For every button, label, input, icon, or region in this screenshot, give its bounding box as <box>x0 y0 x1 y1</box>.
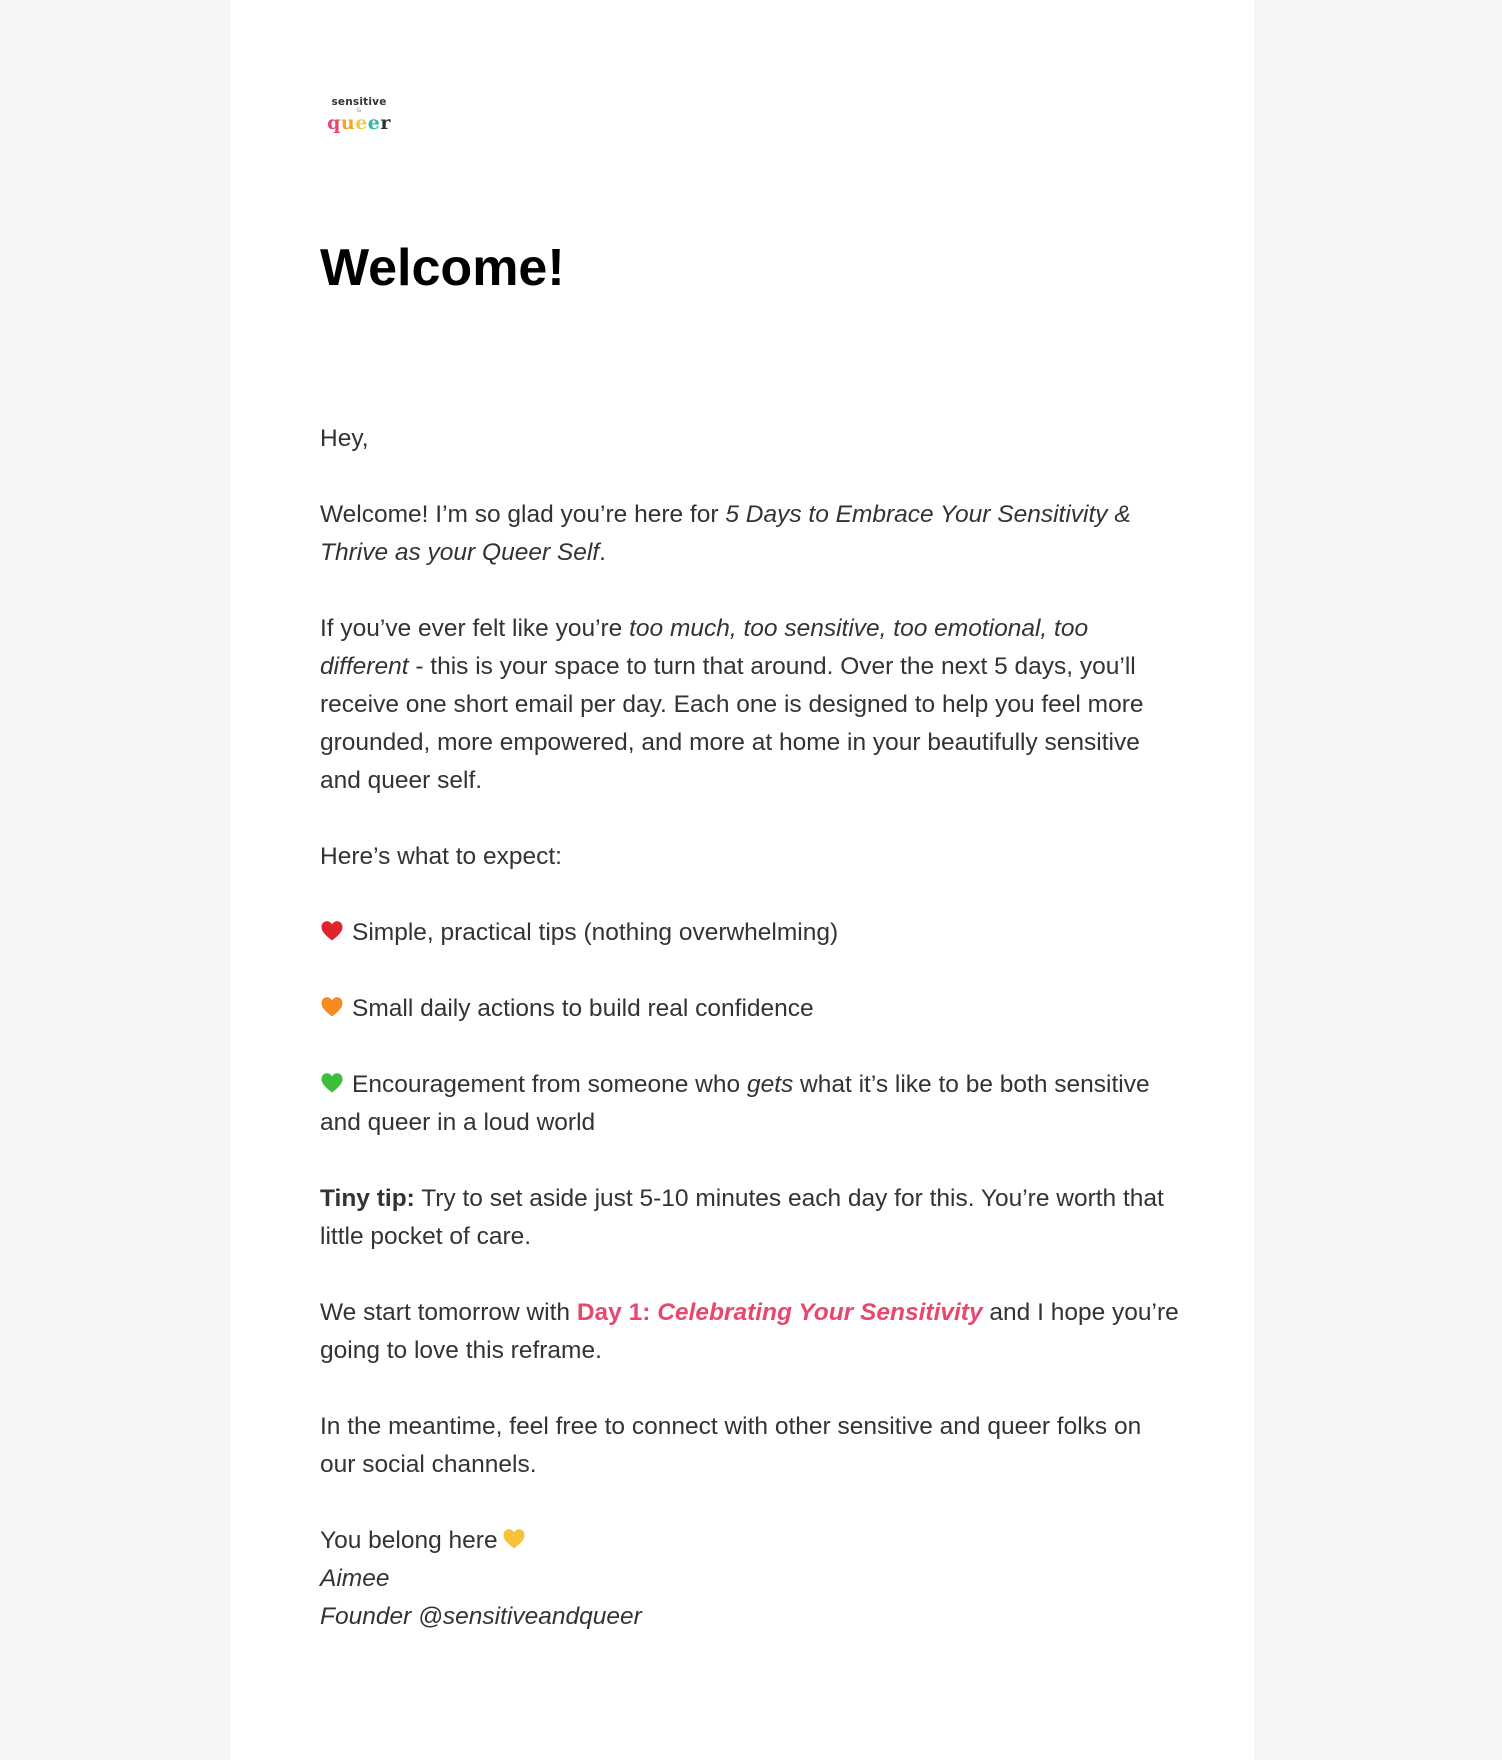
logo-letter: r <box>380 112 391 134</box>
description-lead: If you’ve ever felt like you’re <box>320 615 630 642</box>
list-item-lead: Encouragement from someone who <box>352 1071 747 1098</box>
list-item <box>320 1066 1180 1142</box>
yellow-heart-icon <box>502 1527 526 1551</box>
logo-letter: e <box>367 112 381 134</box>
expect-heading: Here’s what to expect: <box>320 843 562 870</box>
list-item-text: Simple, practical tips (nothing overwhelming) <box>352 919 839 946</box>
email-card <box>230 0 1254 1760</box>
greeting: Hey, <box>320 425 369 452</box>
signature-name <box>320 1560 1180 1598</box>
list-item-text: Small daily actions to build real confidence <box>352 995 814 1022</box>
day-label: Day 1: <box>576 1299 658 1326</box>
email-body <box>320 420 1180 1636</box>
signature-name-text: Aimee <box>320 1565 390 1592</box>
course-title: 5 Days to Embrace Your Sensitivity & Thrive as your Queer Self <box>320 501 1131 566</box>
tip-label: Tiny tip: <box>320 1185 415 1212</box>
meantime-paragraph: In the meantime, feel free to connect with other sensitive and queer folks on our social channels. <box>320 1413 1142 1478</box>
day-one-link[interactable] <box>577 1299 983 1326</box>
tomorrow-rest: and I hope you’re going to love this reframe. <box>320 1299 1179 1364</box>
logo-letter: q <box>327 112 341 134</box>
description-rest: - this is your space to turn that around. Over the next 5 days, you’ll receive one short email per day. Each one is designed to help you feel more grounded, more empowered, and more at home in your beautifully sensitive and queer self. <box>320 653 1144 794</box>
logo-line-3 <box>326 114 392 132</box>
signoff-line <box>320 1522 1180 1560</box>
tip-text: Try to set aside just 5-10 minutes each day for this. You’re worth that little pocket of care. <box>320 1185 1164 1250</box>
description-italic: too much, too sensitive, too emotional, too different <box>320 615 1089 680</box>
list-item <box>320 914 1180 952</box>
logo-line-1: sensitive <box>331 96 387 108</box>
intro-lead: Welcome! I’m so glad you’re here for <box>320 501 726 528</box>
tomorrow-paragraph <box>320 1294 1180 1370</box>
green-heart-icon <box>320 1071 344 1095</box>
list-item-italic: gets <box>746 1071 794 1098</box>
signature-role <box>320 1598 1180 1636</box>
orange-heart-icon <box>320 995 344 1019</box>
logo-line-2: & <box>356 107 362 114</box>
intro-paragraph <box>320 496 1180 572</box>
logo-letter: u <box>340 112 356 134</box>
red-heart-icon <box>320 919 344 943</box>
day-title: Celebrating Your Sensitivity <box>657 1299 983 1326</box>
brand-logo <box>326 96 392 136</box>
tip-paragraph <box>320 1180 1180 1256</box>
description-paragraph <box>320 610 1180 800</box>
list-item-rest: what it’s like to be both sensitive and queer in a loud world <box>320 1071 1150 1136</box>
signature-role-text: Founder @sensitiveandqueer <box>320 1603 642 1630</box>
list-item <box>320 990 1180 1028</box>
page-title: Welcome! <box>320 239 565 297</box>
signoff-text: You belong here <box>320 1527 498 1554</box>
tomorrow-lead: We start tomorrow with <box>320 1299 577 1326</box>
intro-end: . <box>599 539 606 566</box>
logo-letter: e <box>355 112 368 134</box>
